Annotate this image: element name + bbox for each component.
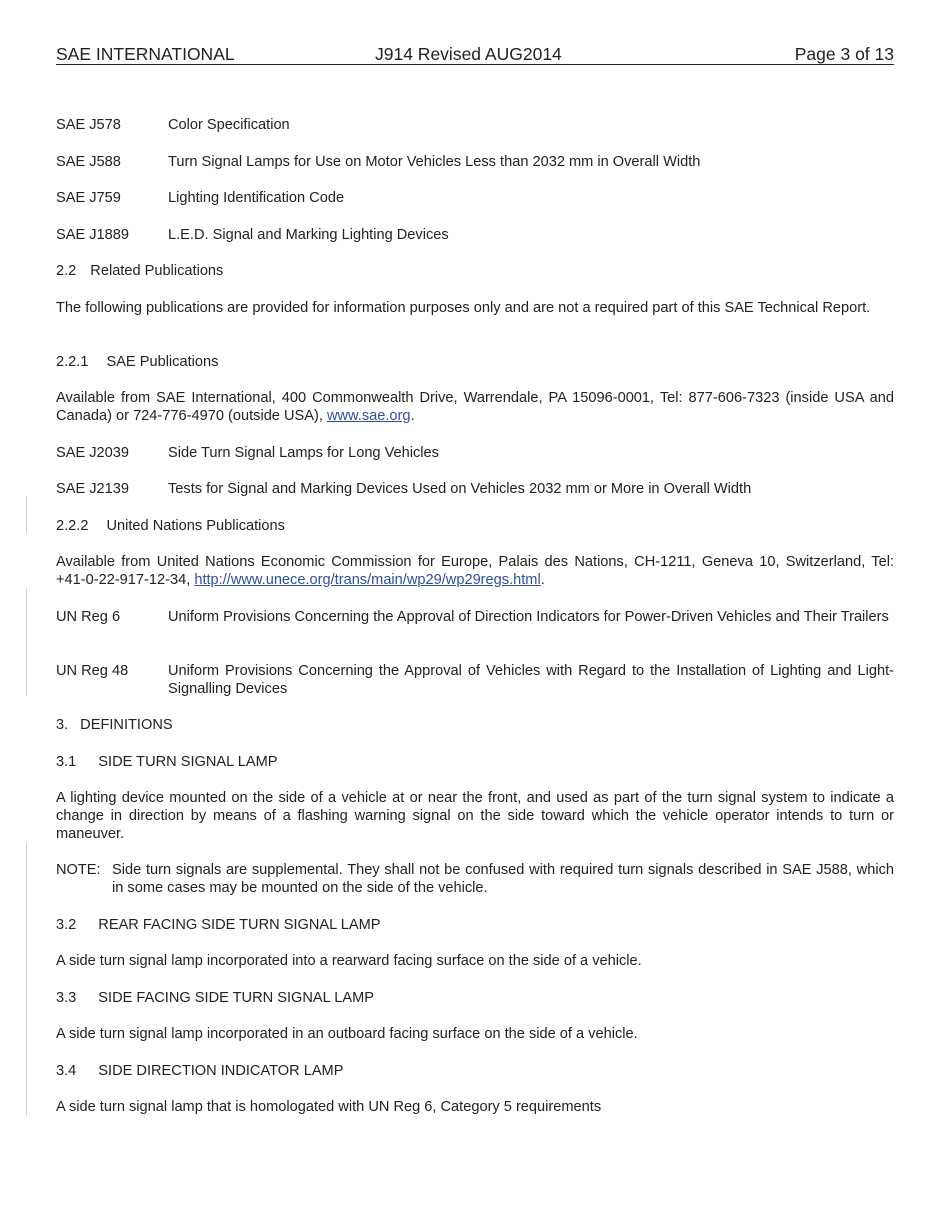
section-number: 2.2.2 [56,518,89,534]
paragraph [56,389,894,425]
header-doc-id: J914 Revised AUG2014 [375,44,562,64]
section-number: 3.4 [56,1063,77,1079]
section-heading [56,517,894,535]
section-title: Related Publications [90,263,224,279]
reference-entry [56,189,894,207]
header-org: SAE INTERNATIONAL [56,44,235,64]
punctuation: . [410,408,415,424]
section-heading [56,353,894,371]
paragraph: A side turn signal lamp incorporated in an outboard facing surface on the side of a vehicle. [56,1026,638,1042]
availability-text: Available from SAE International, 400 Commonwealth Drive, Warrendale, PA 15096-0001, Tel: 877-606-7323 (inside USA and Canada) or 724-776-4970 (outside USA), [56,390,894,424]
reference-entry [56,153,894,171]
section-number: 3. [56,717,69,733]
reference-title: Tests for Signal and Marking Devices Used on Vehicles 2032 mm or More in Overall Width [168,481,752,497]
change-bar [26,842,27,1116]
sae-website-link[interactable]: www.sae.org [326,408,411,424]
reference-code: UN Reg 48 [56,663,129,679]
reference-entry [56,226,894,244]
section-number: 2.2 [56,263,77,279]
section-title: DEFINITIONS [80,717,173,733]
reference-title: Uniform Provisions Concerning the Approval of Direction Indicators for Power-Driven Vehicles and Their Trailers [168,609,889,625]
paragraph: The following publications are provided for information purposes only and are not a required part of this SAE Technical Report. [56,300,871,316]
section-heading [56,753,894,771]
availability-text: Available from United Nations Economic Commission for Europe, Palais des Nations, CH-1211, Geneva 10, Switzerland, Tel: +41-0-22-917-12-34, [56,554,894,588]
section-title: SIDE DIRECTION INDICATOR LAMP [98,1063,344,1079]
section-title: SIDE FACING SIDE TURN SIGNAL LAMP [98,990,375,1006]
reference-code: UN Reg 6 [56,609,121,625]
note-label: NOTE: [56,862,101,878]
change-bar [26,588,27,696]
section-number: 3.2 [56,917,77,933]
change-bar [26,496,27,534]
note-text: Side turn signals are supplemental. They shall not be confused with required turn signals described in SAE J588, which in some cases may be mounted on the side of the vehicle. [112,862,894,896]
section-title: SAE Publications [106,354,219,370]
reference-entry [56,608,894,644]
reference-code: SAE J1889 [56,227,130,243]
section-heading [56,916,894,934]
section-heading [56,716,894,734]
page-header [56,44,894,65]
section-number: 2.2.1 [56,354,89,370]
reference-code: SAE J2139 [56,481,130,497]
reference-title: Side Turn Signal Lamps for Long Vehicles [168,445,439,461]
section-title: SIDE TURN SIGNAL LAMP [98,754,278,770]
reference-entry [56,116,894,134]
reference-title: L.E.D. Signal and Marking Lighting Devices [168,227,449,243]
reference-code: SAE J759 [56,190,121,206]
section-number: 3.3 [56,990,77,1006]
paragraph: A side turn signal lamp incorporated into a rearward facing surface on the side of a vehicle. [56,953,642,969]
section-number: 3.1 [56,754,77,770]
section-title: REAR FACING SIDE TURN SIGNAL LAMP [98,917,381,933]
reference-code: SAE J588 [56,154,121,170]
reference-title: Uniform Provisions Concerning the Approval of Vehicles with Regard to the Installation of Lighting and Light-Signalling Devices [168,663,894,697]
paragraph: A lighting device mounted on the side of a vehicle at or near the front, and used as part of the turn signal system to indicate a change in direction by means of a flashing warning signal on the side toward which the vehicle operator intends to turn or maneuver. [56,790,894,842]
reference-code: SAE J578 [56,117,121,133]
reference-entry [56,662,894,698]
section-title: United Nations Publications [106,518,285,534]
punctuation: . [540,572,545,588]
paragraph [56,553,894,589]
reference-title: Color Specification [168,117,290,133]
reference-entry [56,444,894,462]
reference-title: Turn Signal Lamps for Use on Motor Vehicles Less than 2032 mm in Overall Width [168,154,701,170]
reference-code: SAE J2039 [56,445,130,461]
section-heading [56,989,894,1007]
paragraph: A side turn signal lamp that is homologated with UN Reg 6, Category 5 requirements [56,1099,602,1115]
unece-website-link[interactable]: http://www.unece.org/trans/main/wp29/wp29regs.html [194,572,541,588]
note [56,861,894,897]
reference-entry [56,480,894,498]
section-heading [56,262,894,280]
section-heading [56,1062,894,1080]
reference-title: Lighting Identification Code [168,190,345,206]
header-page-number: Page 3 of 13 [794,44,894,64]
